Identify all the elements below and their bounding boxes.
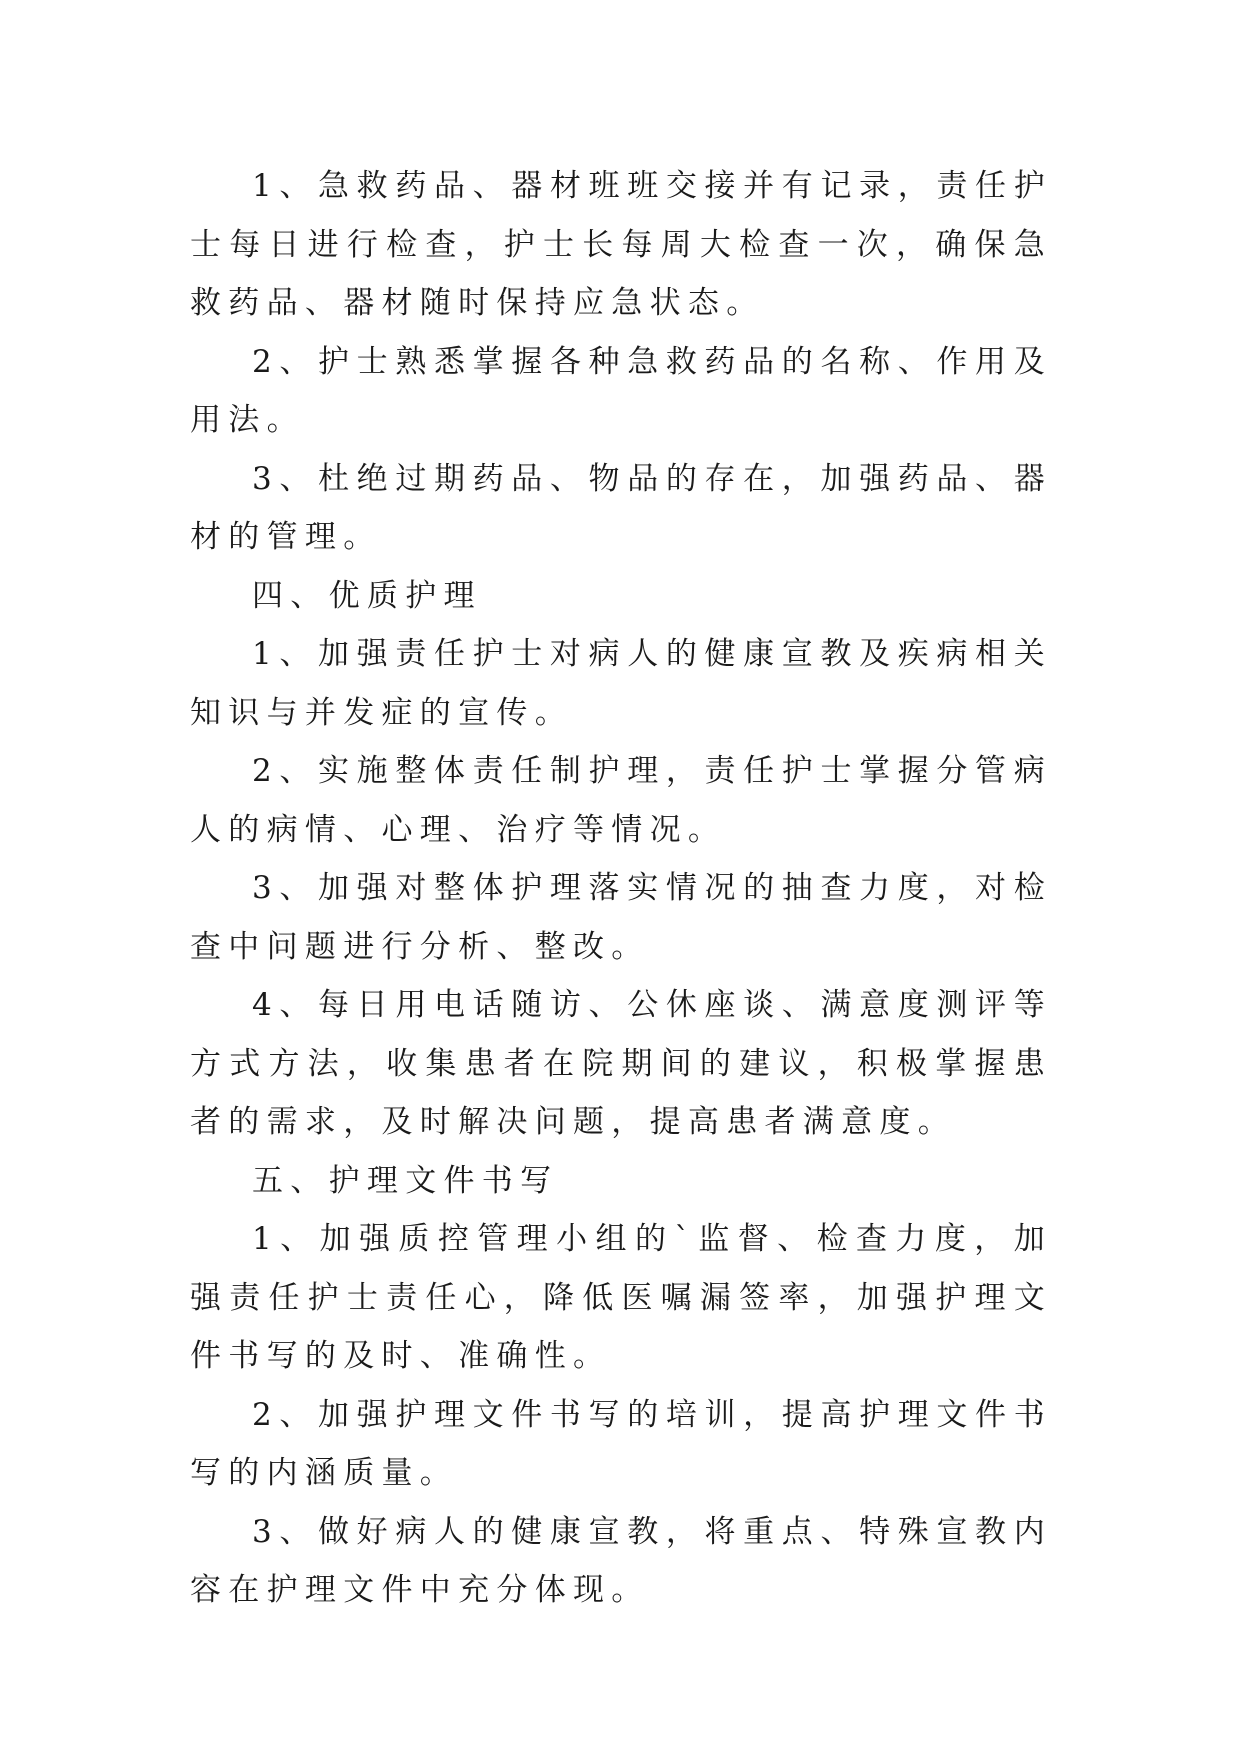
paragraph-spot-checks: 3、加强对整体护理落实情况的抽查力度，对检查中问题进行分析、整改。 bbox=[190, 870, 1052, 965]
paragraph-patient-feedback: 4、每日用电话随访、公休座谈、满意度测评等方式方法，收集患者在院期间的建议，积极掌握患者的需求，及时解决问题，提高患者满意度。 bbox=[190, 987, 1052, 1140]
section-heading-nursing-documentation: 五、护理文件书写 bbox=[252, 1162, 559, 1199]
paragraph-expired-items: 3、杜绝过期药品、物品的存在，加强药品、器材的管理。 bbox=[190, 460, 1052, 555]
paragraph-health-education: 1、加强责任护士对病人的健康宣教及疾病相关知识与并发症的宣传。 bbox=[190, 636, 1052, 731]
paragraph-quality-control: 1、加强质控管理小组的`监督、检查力度，加强责任护士责任心，降低医嘱漏签率，加强护理文件书写的及时、准确性。 bbox=[190, 1221, 1052, 1374]
paragraph-emergency-drugs-handover: 1、急救药品、器材班班交接并有记录，责任护士每日进行检查，护士长每周大检查一次，确保急救药品、器材随时保持应急状态。 bbox=[190, 168, 1052, 321]
paragraph-documentation-training: 2、加强护理文件书写的培训，提高护理文件书写的内涵质量。 bbox=[190, 1396, 1052, 1491]
section-heading-quality-care: 四、优质护理 bbox=[252, 577, 482, 614]
paragraph-drug-knowledge: 2、护士熟悉掌握各种急救药品的名称、作用及用法。 bbox=[190, 343, 1052, 438]
paragraph-holistic-care: 2、实施整体责任制护理，责任护士掌握分管病人的病情、心理、治疗等情况。 bbox=[190, 753, 1052, 848]
document-body bbox=[190, 157, 1052, 1620]
paragraph-education-records: 3、做好病人的健康宣教，将重点、特殊宣教内容在护理文件中充分体现。 bbox=[190, 1513, 1052, 1608]
